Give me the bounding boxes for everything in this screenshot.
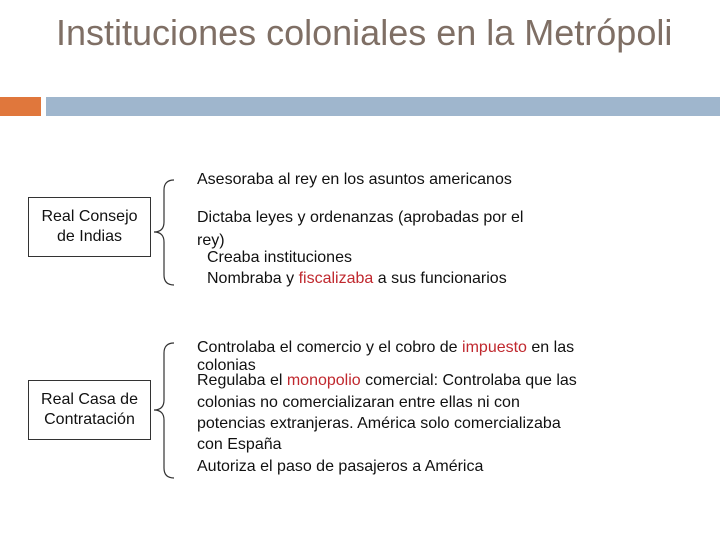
casa-item-1 <box>197 338 574 357</box>
consejo-label-line2: de Indias <box>57 228 122 245</box>
casa-item-2b: colonias no comercializaran entre ellas ni con <box>197 394 520 411</box>
slide-title: Instituciones coloniales en la Metrópoli <box>56 12 673 53</box>
casa-brace <box>150 338 180 483</box>
consejo-item-4-c: a sus funcionarios <box>373 270 507 287</box>
casa-item-1b: colonias <box>197 357 256 374</box>
consejo-box <box>28 197 151 257</box>
casa-label-line2: Contratación <box>44 411 135 428</box>
consejo-item-1: Asesoraba al rey en los asuntos americanos <box>197 171 512 188</box>
casa-item-2-c: comercial: Controlaba que las <box>360 372 577 389</box>
casa-label-line1: Real Casa de <box>41 391 138 408</box>
casa-item-1-c: en las <box>526 339 575 356</box>
consejo-brace <box>150 175 180 290</box>
casa-item-3: Autoriza el paso de pasajeros a América <box>197 458 484 475</box>
consejo-item-4-a: Nombraba y <box>207 270 299 287</box>
casa-item-1-highlight: impuesto <box>462 339 527 356</box>
casa-item-2d: con España <box>197 436 282 453</box>
consejo-item-4 <box>207 269 507 288</box>
casa-item-2-a: Regulaba el <box>197 372 287 389</box>
consejo-item-2: Dictaba leyes y ordenanzas (aprobadas por el <box>197 209 524 226</box>
title-rule-bar <box>46 97 720 116</box>
casa-item-2c: potencias extranjeras. América solo comercializaba <box>197 415 561 432</box>
consejo-item-3: Creaba instituciones <box>207 249 352 266</box>
consejo-item-4-highlight: fiscalizaba <box>298 270 374 287</box>
casa-item-1-a: Controlaba el comercio y el cobro de <box>197 339 463 356</box>
title-rule-accent <box>0 97 41 116</box>
casa-item-2-highlight: monopolio <box>286 372 361 389</box>
consejo-label-line1: Real Consejo <box>41 208 138 225</box>
casa-item-2 <box>197 371 577 390</box>
consejo-item-2b: rey) <box>197 232 225 249</box>
casa-box <box>28 380 151 440</box>
